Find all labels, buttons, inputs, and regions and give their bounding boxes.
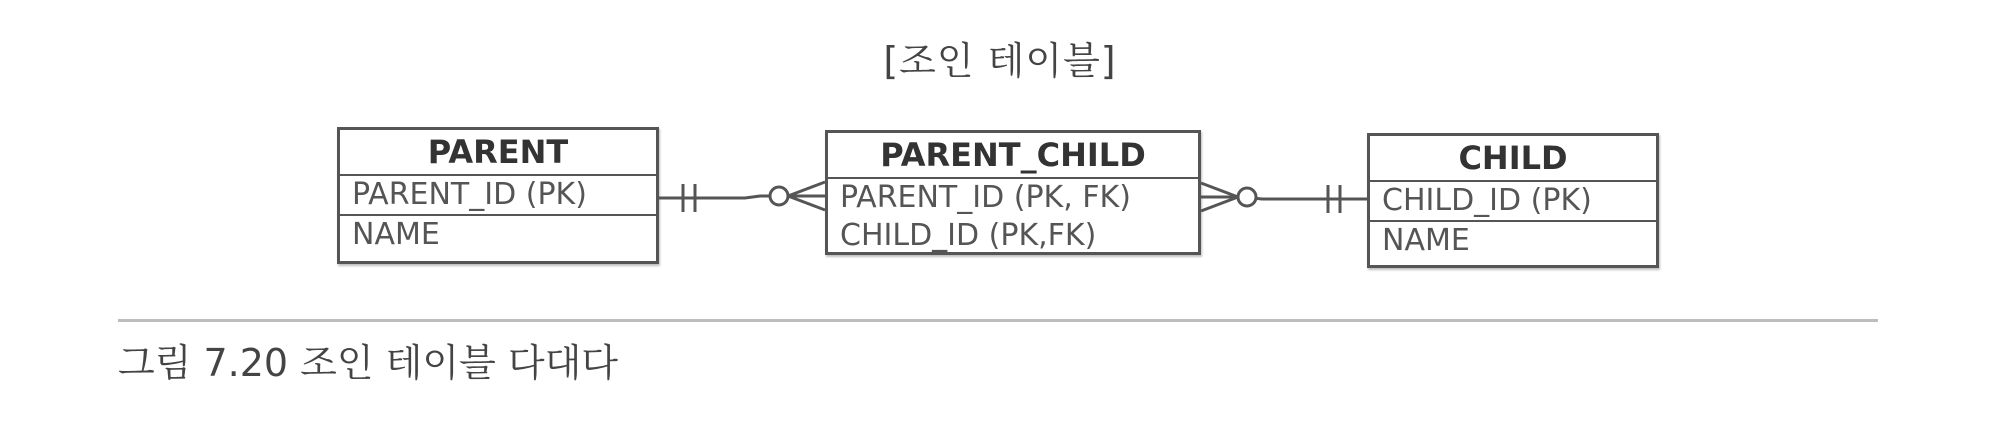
- entity-name: PARENT: [340, 130, 656, 176]
- figure-caption: 그림 7.20 조인 테이블 다대다: [118, 341, 619, 385]
- entity-key: PARENT_ID (PK, FK): [840, 180, 1131, 215]
- entity-attribute: NAME: [1382, 223, 1470, 258]
- crowfoot-line: [1201, 183, 1238, 197]
- entity-name: PARENT_CHILD: [828, 133, 1198, 179]
- entity-key: CHILD_ID (PK,FK): [840, 218, 1097, 253]
- divider: [118, 319, 1878, 322]
- entity-key: CHILD_ID (PK): [1382, 183, 1592, 218]
- entity-key: PARENT_ID (PK): [352, 177, 587, 212]
- crowfoot-line: [788, 182, 825, 196]
- relationship-child-to-join: [1201, 183, 1367, 213]
- relationship-parent-to-join: [659, 182, 825, 212]
- crowfoot-line: [1201, 197, 1238, 211]
- zero-optional-circle: [1238, 188, 1256, 206]
- diagram-title: [조인 테이블]: [883, 39, 1117, 83]
- crowfoot-line: [788, 196, 825, 210]
- entity-name: CHILD: [1370, 136, 1656, 182]
- zero-optional-circle: [770, 187, 788, 205]
- entity-attribute: NAME: [352, 217, 440, 252]
